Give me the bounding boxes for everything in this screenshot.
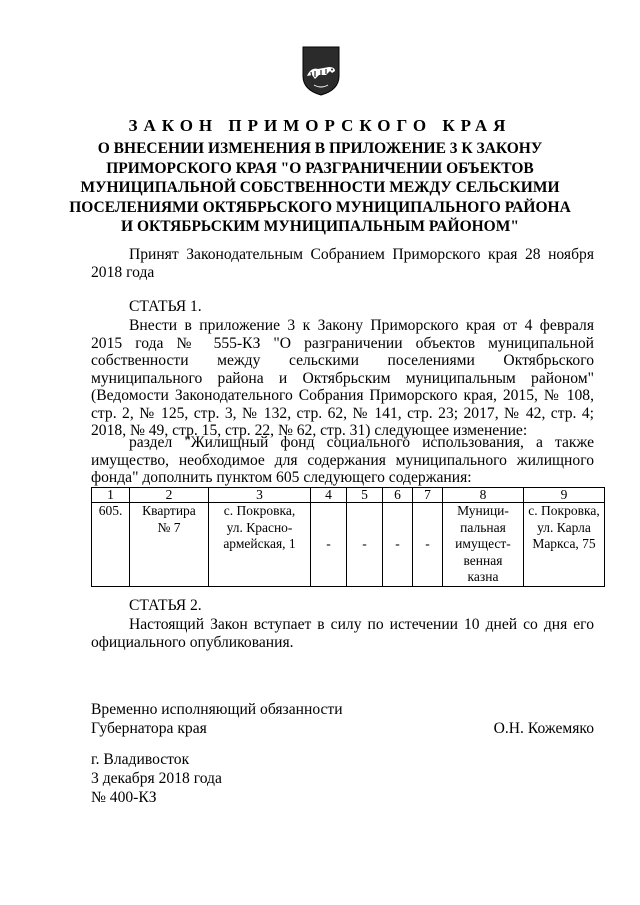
cell-line: ул. Красно-	[226, 519, 293, 535]
column-header: 7	[413, 488, 443, 503]
cell-line	[385, 503, 410, 520]
column-header: 6	[383, 488, 413, 503]
column-header: 4	[311, 488, 347, 503]
cell-line	[385, 520, 410, 537]
cell-line: с. Покровка,	[223, 503, 296, 518]
cell-line	[415, 520, 440, 537]
cell-line	[349, 520, 380, 537]
cell-line: венная	[463, 552, 503, 568]
subtitle-line: И ОКТЯБРЬСКИМ МУНИЦИПАЛЬНЫМ РАЙОНОМ"	[121, 218, 519, 236]
cell-line: Муници-	[457, 503, 509, 518]
article1-text: Внести в приложение 3 к Закону Приморского края от 4 февраля 2015 года № 555-КЗ "О разграничении объектов муниципальной собственности между сельскими поселениями Октябрьского муниципального района и Октябрьским муниципальным районом" (Ведомости Законодательного Собрания Приморского края, 2015, № 108, стр. 2, № 125, стр. 3, № 132, стр. 62, № 141, стр. 23; 2017, № 42, стр. 4; 2018, № 49, стр. 15, стр. 22, № 62, стр. 31) следующее изменение:	[91, 317, 594, 439]
cell-line: ул. Карла	[537, 519, 591, 535]
footer-date: 3 декабря 2018 года	[91, 770, 222, 787]
cell-line: пальная	[460, 519, 506, 535]
cell-line: с. Покровка,	[528, 503, 600, 518]
cell-line	[313, 520, 344, 537]
cell-line: Квартира	[142, 503, 196, 518]
cell-line: армейская, 1	[223, 536, 296, 551]
coat-of-arms-icon	[302, 46, 340, 96]
signatory-position	[91, 700, 343, 738]
column-header: 1	[92, 488, 130, 503]
table-row	[92, 503, 605, 587]
cell-line	[313, 503, 344, 520]
law-subtitle	[60, 139, 580, 237]
subtitle-line: О ВНЕСЕНИИ ИЗМЕНЕНИЯ В ПРИЛОЖЕНИЕ 3 К ЗАКОНУ	[97, 140, 543, 157]
article2-text: Настоящий Закон вступает в силу по истечении 10 дней со дня его официального опубликования.	[91, 616, 594, 651]
column-header: 3	[209, 488, 311, 503]
cell-line: -	[395, 536, 400, 551]
inserted-item-table	[91, 487, 605, 587]
table-cell	[413, 503, 443, 587]
cell-line	[349, 503, 380, 520]
subtitle-line: ПРИМОРСКОГО КРАЯ "О РАЗГРАНИЧЕНИИ ОБЪЕКТОВ	[106, 159, 534, 177]
subtitle-line: МУНИЦИПАЛЬНОЙ СОБСТВЕННОСТИ МЕЖДУ СЕЛЬСКИМИ	[80, 179, 560, 197]
table-cell	[443, 503, 524, 587]
footer-number: № 400-КЗ	[91, 789, 157, 806]
table-cell	[130, 503, 209, 587]
table-cell	[209, 503, 311, 587]
cell-line: -	[425, 536, 430, 551]
column-header: 9	[524, 488, 605, 503]
column-header: 2	[130, 488, 209, 503]
column-header: 5	[347, 488, 383, 503]
cell-line: имущест-	[455, 536, 511, 551]
document-footer	[91, 750, 222, 807]
cell-line: Маркса, 75	[532, 536, 596, 551]
signatory-position-line: Временно исполняющий обязанности	[91, 701, 343, 718]
signatory-position-line: Губернатора края	[91, 720, 207, 737]
article1-heading: СТАТЬЯ 1.	[129, 298, 202, 315]
table-cell	[383, 503, 413, 587]
cell-line: № 7	[157, 519, 181, 535]
cell-line: казна	[467, 569, 499, 584]
subtitle-line: ПОСЕЛЕНИЯМИ ОКТЯБРЬСКОГО МУНИЦИПАЛЬНОГО РАЙОНА	[69, 198, 571, 216]
table-header-row	[92, 488, 605, 503]
signatory-name: О.Н. Кожемяко	[493, 720, 594, 737]
column-header: 8	[443, 488, 524, 503]
table-cell	[524, 503, 605, 587]
cell-line: -	[362, 536, 367, 551]
table-cell	[347, 503, 383, 587]
cell-line: -	[326, 536, 331, 551]
cell-line: 605.	[98, 503, 123, 518]
adoption-statement: Принят Законодательным Собранием Приморского края 28 ноября 2018 года	[91, 246, 594, 281]
footer-city: г. Владивосток	[91, 751, 190, 768]
article2-heading: СТАТЬЯ 2.	[129, 597, 202, 614]
article1-clause: раздел "Жилищный фонд социального использования, а также имущество, необходимое для содержания муниципального жилищного фонда" дополнить пунктом 605 следующего содержания:	[91, 434, 594, 486]
table-cell	[92, 503, 130, 587]
law-title: ЗАКОН ПРИМОРСКОГО КРАЯ	[128, 116, 512, 135]
table-cell	[311, 503, 347, 587]
cell-line	[415, 503, 440, 520]
